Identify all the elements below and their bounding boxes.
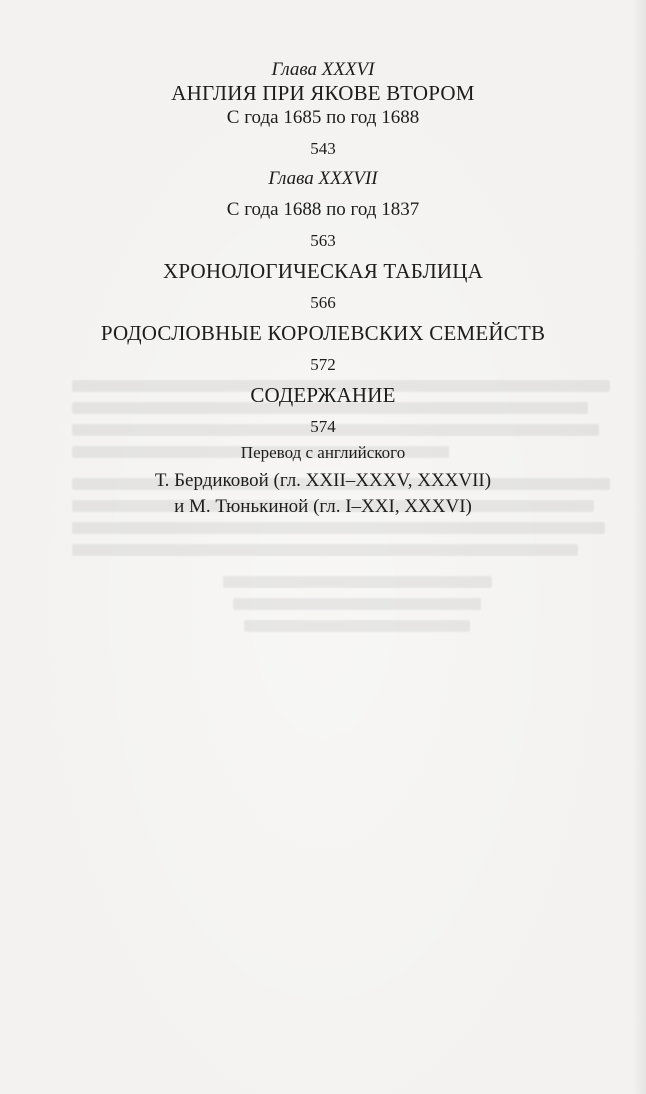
toc-section-genealogy bbox=[0, 321, 646, 376]
section-title: РОДОСЛОВНЫЕ КОРОЛЕВСКИХ СЕМЕЙСТВ bbox=[100, 321, 546, 345]
section-title: СОДЕРЖАНИЕ bbox=[250, 383, 396, 407]
toc-section-contents bbox=[0, 383, 646, 438]
table-of-contents bbox=[0, 58, 646, 520]
toc-entry-chapter-37 bbox=[0, 167, 646, 252]
page-number: 574 bbox=[310, 417, 336, 436]
page-number: 543 bbox=[310, 139, 336, 158]
chapter-label: Глава XXXVII bbox=[268, 168, 378, 189]
page-number: 566 bbox=[310, 293, 336, 312]
translator-line-2: и М. Тюнькиной (гл. I–XXI, XXXVI) bbox=[174, 496, 472, 517]
toc-section-chronology bbox=[0, 259, 646, 314]
toc-entry-chapter-36 bbox=[0, 58, 646, 160]
chapter-subtitle: С года 1688 по год 1837 bbox=[226, 199, 420, 220]
page-number: 563 bbox=[310, 231, 336, 250]
chapter-title: АНГЛИЯ ПРИ ЯКОВЕ ВТОРОМ bbox=[171, 81, 475, 105]
chapter-subtitle: С года 1685 по год 1688 bbox=[226, 107, 420, 128]
translator-line-1: Т. Бердиковой (гл. XXII–XXXV, XXXVII) bbox=[154, 470, 492, 491]
section-title: ХРОНОЛОГИЧЕСКАЯ ТАБЛИЦА bbox=[163, 259, 483, 283]
translation-heading: Перевод с английского bbox=[240, 443, 406, 462]
chapter-label: Глава XXXVI bbox=[271, 59, 375, 80]
page-number: 572 bbox=[310, 355, 336, 374]
translation-credits bbox=[0, 442, 646, 520]
